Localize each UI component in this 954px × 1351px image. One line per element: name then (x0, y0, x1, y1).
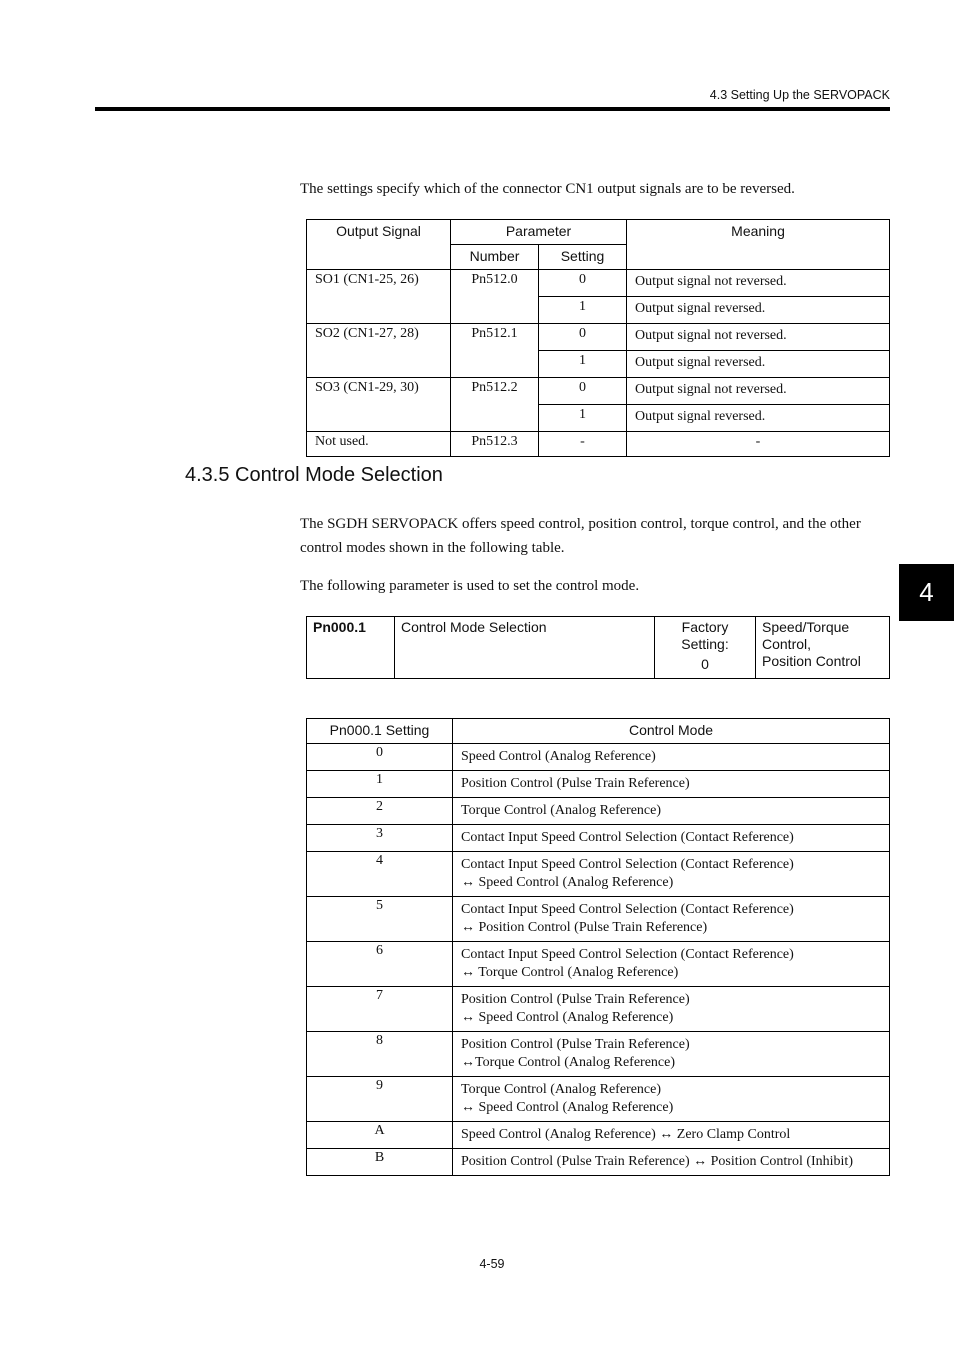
meaning-cell: Output signal not reversed. (627, 324, 890, 351)
output-signal-table (306, 219, 890, 457)
control-mode-cell (453, 987, 890, 1032)
control-mode-cell (453, 1032, 890, 1077)
setting-value: 9 (307, 1077, 453, 1122)
mode-line: ↔ Position Control (Pulse Train Reference) (461, 919, 708, 935)
header-output-signal: Output Signal (307, 220, 451, 270)
factory-setting (655, 617, 756, 679)
mode-line: Contact Input Speed Control Selection (Contact Reference) (461, 857, 794, 872)
table-row (307, 1032, 890, 1077)
meaning-cell: Output signal reversed. (627, 297, 890, 324)
parameter-number-cell: Pn512.3 (451, 432, 539, 457)
header-setting: Pn000.1 Setting (307, 719, 453, 744)
mode-line: Position Control (Pulse Train Reference) ↔ Position Control (Inhibit) (461, 1154, 853, 1169)
mode-line: ↔ Torque Control (Analog Reference) (461, 964, 679, 980)
table-row (307, 798, 890, 825)
setting-value: 8 (307, 1032, 453, 1077)
parameter-number-cell: Pn512.2 (451, 378, 539, 432)
table-row (307, 378, 890, 405)
parameter-number-cell: Pn512.0 (451, 270, 539, 324)
applicable-mode-line: Speed/Torque (762, 619, 850, 635)
factory-label: Factory (681, 619, 729, 635)
setting-cell: 0 (539, 270, 627, 297)
header-setting: Setting (539, 245, 627, 270)
mode-line: Torque Control (Analog Reference) (461, 1082, 661, 1097)
control-mode-cell (453, 1149, 890, 1176)
signal-cell: SO2 (CN1-27, 28) (307, 324, 451, 378)
parameter-description: Control Mode Selection (395, 617, 655, 679)
table-row (307, 987, 890, 1032)
setting-value: 0 (307, 744, 453, 771)
table-row (307, 942, 890, 987)
meaning-cell: Output signal reversed. (627, 351, 890, 378)
meaning-cell: Output signal not reversed. (627, 270, 890, 297)
applicable-modes (756, 617, 890, 679)
mode-line: Contact Input Speed Control Selection (Contact Reference) (461, 830, 794, 845)
signal-cell: Not used. (307, 432, 451, 457)
mode-line: Position Control (Pulse Train Reference) (461, 992, 690, 1007)
control-mode-cell (453, 852, 890, 897)
table-row (307, 897, 890, 942)
setting-value: B (307, 1149, 453, 1176)
table-row (307, 1149, 890, 1176)
control-mode-cell (453, 798, 890, 825)
control-mode-cell (453, 825, 890, 852)
running-header: 4.3 Setting Up the SERVOPACK (709, 88, 890, 102)
section-title: 4.3.5 Control Mode Selection (185, 464, 443, 486)
mode-line: ↔ Speed Control (Analog Reference) (461, 874, 674, 890)
table-row (307, 270, 890, 297)
applicable-mode-line: Position Control (762, 653, 861, 669)
control-mode-table (306, 718, 890, 1176)
control-mode-cell (453, 942, 890, 987)
setting-cell: - (539, 432, 627, 457)
meaning-cell: - (627, 432, 890, 457)
applicable-mode-line: Control, (762, 636, 812, 652)
header-rule (95, 107, 890, 111)
setting-value: 3 (307, 825, 453, 852)
setting-value: 4 (307, 852, 453, 897)
control-mode-cell (453, 771, 890, 798)
table-row (307, 825, 890, 852)
control-mode-cell (453, 1077, 890, 1122)
page-number: 4-59 (479, 1257, 505, 1271)
setting-value: 7 (307, 987, 453, 1032)
mode-line: Position Control (Pulse Train Reference) (461, 1037, 690, 1052)
header-control-mode: Control Mode (453, 719, 890, 744)
parameter-name: Pn000.1 (307, 617, 395, 679)
signal-cell: SO1 (CN1-25, 26) (307, 270, 451, 324)
factory-value: 0 (701, 656, 709, 672)
mode-line: Contact Input Speed Control Selection (Contact Reference) (461, 947, 794, 962)
setting-cell: 0 (539, 324, 627, 351)
setting-value: A (307, 1122, 453, 1149)
mode-line: ↔ Speed Control (Analog Reference) (461, 1009, 674, 1025)
mode-line: Speed Control (Analog Reference) (461, 749, 656, 764)
setting-cell: 1 (539, 405, 627, 432)
servopack-paragraph: The SGDH SERVOPACK offers speed control, position control, torque control, and the other control modes shown in the following table. (300, 516, 861, 556)
table-row (307, 744, 890, 771)
table-header-row (307, 220, 890, 245)
table-row (307, 1077, 890, 1122)
header-number: Number (451, 245, 539, 270)
mode-line: Torque Control (Analog Reference) (461, 803, 661, 818)
setting-cell: 0 (539, 378, 627, 405)
meaning-cell: Output signal not reversed. (627, 378, 890, 405)
setting-value: 6 (307, 942, 453, 987)
parameter-number-cell: Pn512.1 (451, 324, 539, 378)
mode-line: ↔Torque Control (Analog Reference) (461, 1054, 675, 1070)
header-parameter: Parameter (451, 220, 627, 245)
mode-line: Position Control (Pulse Train Reference) (461, 776, 690, 791)
setting-value: 5 (307, 897, 453, 942)
header-meaning: Meaning (627, 220, 890, 270)
setting-cell: 1 (539, 351, 627, 378)
signal-cell: SO3 (CN1-29, 30) (307, 378, 451, 432)
table-header-row (307, 719, 890, 744)
parameter-paragraph: The following parameter is used to set the control mode. (300, 578, 640, 594)
mode-line: Speed Control (Analog Reference) ↔ Zero Clamp Control (461, 1127, 791, 1142)
setting-cell: 1 (539, 297, 627, 324)
table-row (307, 852, 890, 897)
table-row (307, 771, 890, 798)
control-mode-cell (453, 897, 890, 942)
control-mode-cell (453, 744, 890, 771)
parameter-box (306, 616, 890, 679)
mode-line: ↔ Speed Control (Analog Reference) (461, 1099, 674, 1115)
table-row (307, 432, 890, 457)
setting-value: 1 (307, 771, 453, 798)
table-row (307, 324, 890, 351)
control-mode-cell (453, 1122, 890, 1149)
setting-value: 2 (307, 798, 453, 825)
mode-line: Contact Input Speed Control Selection (Contact Reference) (461, 902, 794, 917)
factory-label: Setting: (681, 636, 729, 652)
intro-paragraph: The settings specify which of the connector CN1 output signals are to be reversed. (300, 181, 795, 197)
table-row (307, 1122, 890, 1149)
meaning-cell: Output signal reversed. (627, 405, 890, 432)
chapter-tab: 4 (899, 564, 954, 621)
